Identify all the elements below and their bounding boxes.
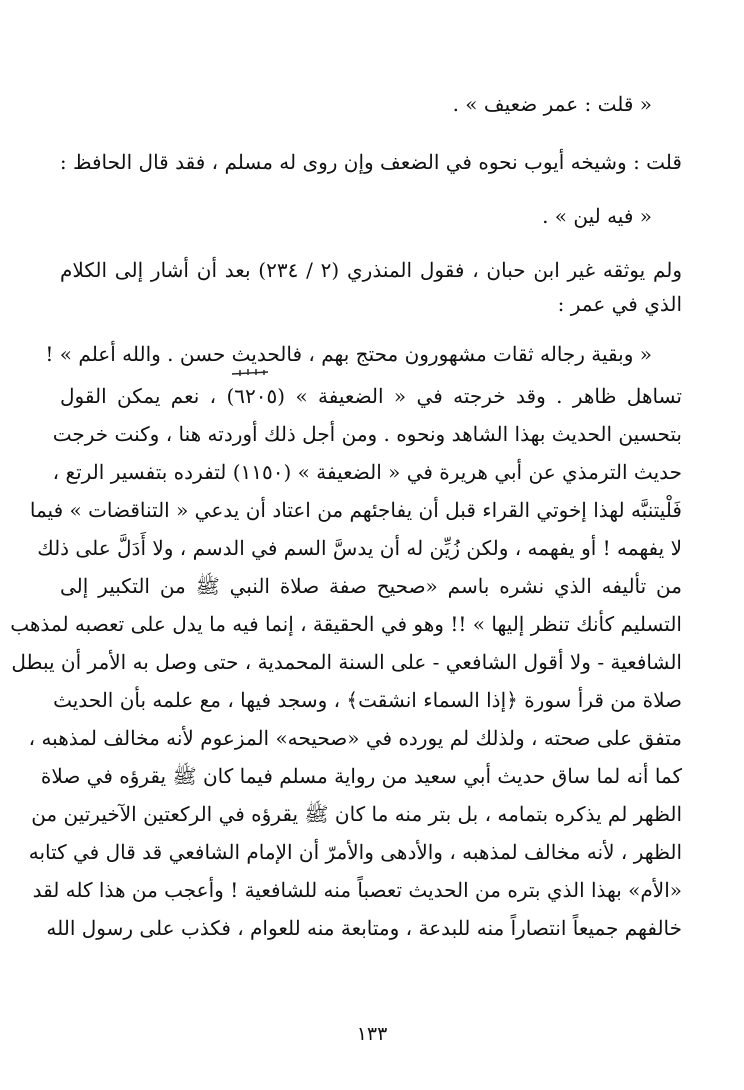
text-line: الظهر لم يذكره بتمامه ، بل بتر منه ما كان ﷺ يقرؤه في الركعتين الآخيرتين من bbox=[31, 802, 682, 826]
page-number: ١٣٣ bbox=[356, 1023, 388, 1045]
handwritten-mark bbox=[230, 366, 270, 380]
text-line: الظهر ، لأنه مخالف لمذهبه ، والأدهى والأمرّ أن الإمام الشافعي قد قال في كتابه bbox=[28, 840, 682, 864]
text-line: التسليم كأنك تنظر إليها » !! وهو في الحقيقة ، إنما فيه ما يدل على تعصبه لمذهب bbox=[10, 612, 682, 636]
text-line: « فيه لين » . bbox=[542, 204, 652, 228]
text-line: فَلْيتنبَّه لهذا إخوتي القراء قبل أن يفاجئهم من اعتاد أن يدعي « التناقضات » فيما bbox=[29, 498, 682, 522]
text-line: كما أنه لما ساق حديث أبي سعيد من رواية مسلم فيما كان ﷺ يقرؤه في صلاة bbox=[40, 764, 682, 788]
text-line: «الأم» بهذا الذي بتره من الحديث تعصباً منه للشافعية ! وأعجب من هذا كله لقد bbox=[32, 878, 682, 902]
text-line: متفق على صحته ، ولذلك لم يورده في «صحيحه» المزعوم لأنه مخالف لمذهبه ، bbox=[28, 726, 682, 750]
text-line: الذي في عمر : bbox=[557, 292, 682, 316]
text-line: خالفهم جميعاً انتصاراً منه للبدعة ، ومتابعة منه للعوام ، فكذب على رسول الله bbox=[46, 916, 682, 940]
text-line: « وبقية رجاله ثقات مشهورون محتج بهم ، فالحديث حسن . والله أعلم » ! bbox=[45, 342, 652, 366]
text-line: بتحسين الحديث بهذا الشاهد ونحوه . ومن أجل ذلك أوردته هنا ، وكنت خرجت bbox=[52, 422, 682, 446]
text-line: تساهل ظاهر . وقد خرجته في « الضعيفة » (٦٢٠٥) ، نعم يمكن القول bbox=[60, 384, 682, 408]
text-line: لا يفهمه ! أو يفهمه ، ولكن زُيِّن له أن يدسَّ السم في الدسم ، ولا أَدَلَّ على ذلك bbox=[37, 536, 682, 560]
text-line: صلاة من قرأ سورة ﴿إذا السماء انشقت﴾ ، وسجد فيها ، مع علمه بأن الحديث bbox=[53, 688, 682, 712]
text-line: حديث الترمذي عن أبي هريرة في « الضعيفة » (١١٥٠) لتفرده بتفسير الرتع ، bbox=[52, 460, 682, 484]
text-line: « قلت : عمر ضعيف » . bbox=[452, 92, 652, 116]
text-line: ولم يوثقه غير ابن حبان ، فقول المنذري (٢ / ٢٣٤) بعد أن أشار إلى الكلام bbox=[60, 258, 683, 282]
text-line: من تأليفه الذي نشره باسم «صحيح صفة صلاة النبي ﷺ من التكبير إلى bbox=[60, 574, 682, 598]
text-line: قلت : وشيخه أيوب نحوه في الضعف وإن روى له مسلم ، فقد قال الحافظ : bbox=[59, 150, 682, 174]
text-line: الشافعية - ولا أقول الشافعي - على السنة المحمدية ، حتى وصل به الأمر أن يبطل bbox=[11, 650, 682, 674]
